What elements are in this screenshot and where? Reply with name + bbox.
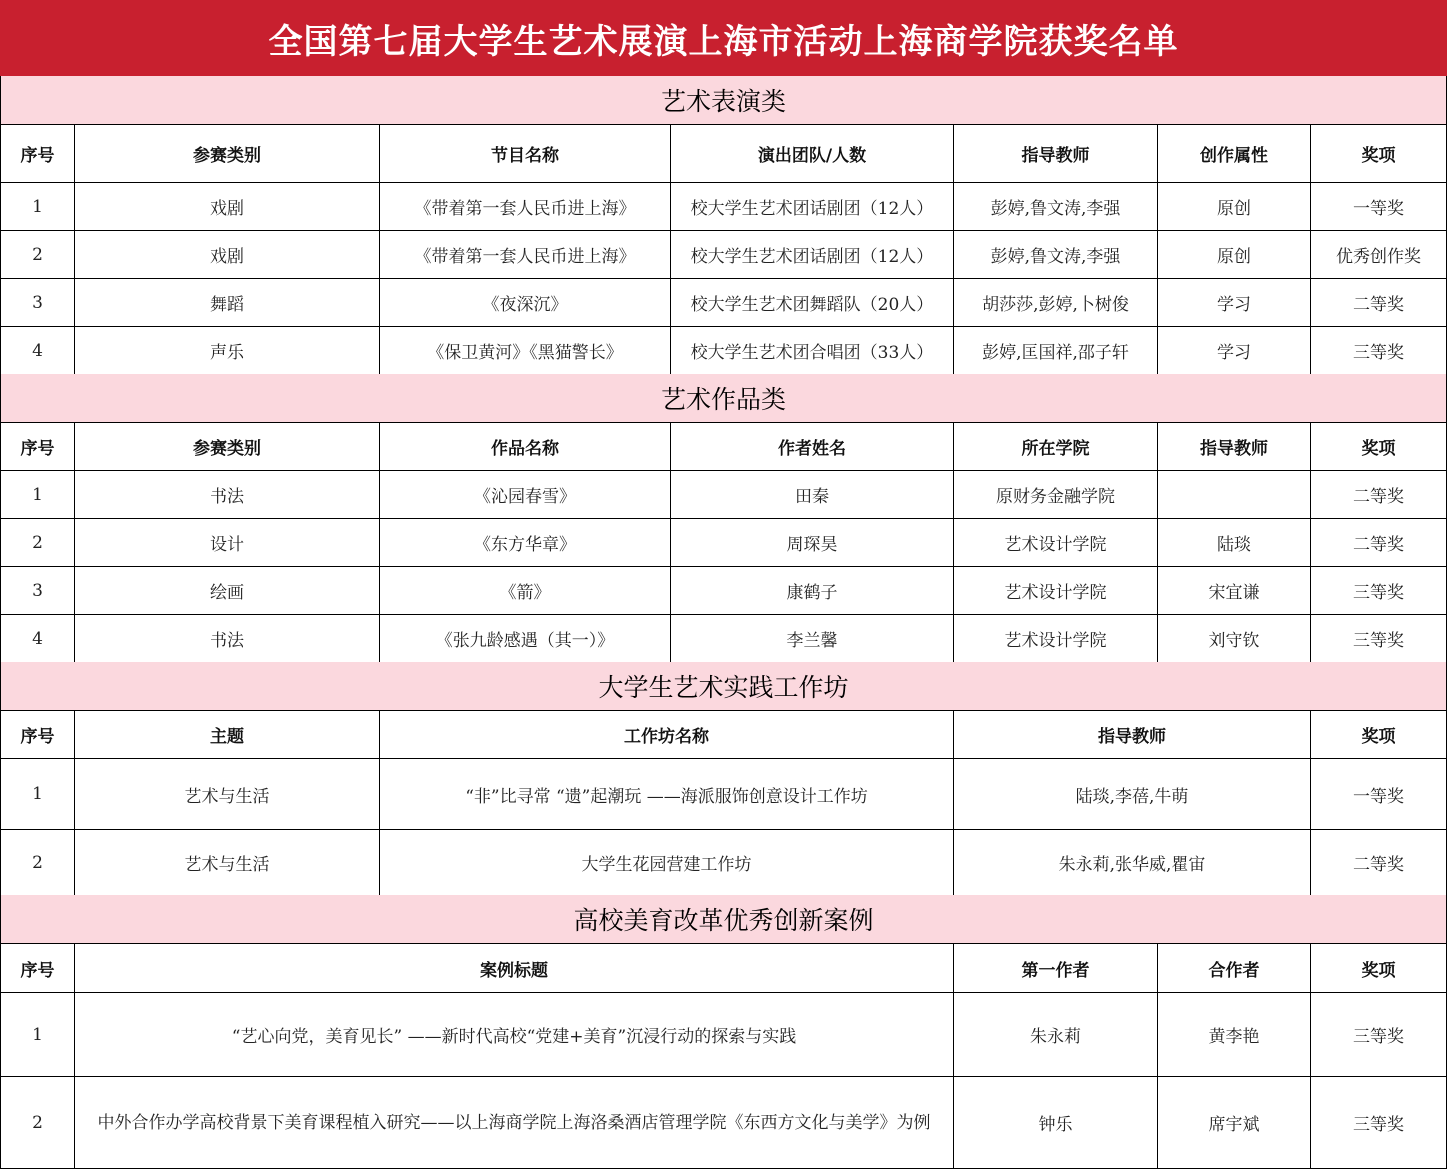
table-cell: 二等奖: [1311, 471, 1447, 519]
table-row: [1, 993, 1447, 1077]
table-row: [1, 519, 1447, 567]
table-cell: [1158, 471, 1311, 519]
header-cell: 合作者: [1158, 944, 1311, 993]
table-cell: “艺心向党，美育见长” ——新时代高校“党建+美育”沉浸行动的探索与实践: [75, 993, 954, 1077]
section-heading-artworks: 艺术作品类: [0, 374, 1447, 422]
table-cell: 《带着第一套人民币进上海》: [380, 183, 671, 231]
table-cell: 大学生花园营建工作坊: [380, 830, 954, 896]
header-cell: 所在学院: [954, 423, 1158, 471]
table-cell: 彭婷,鲁文涛,李强: [954, 183, 1158, 231]
header-cell: 主题: [75, 711, 380, 759]
table-row: [1, 1077, 1447, 1169]
table-row: [1, 327, 1447, 375]
table-row: [1, 471, 1447, 519]
table-header-row: [1, 423, 1447, 471]
header-cell: 序号: [1, 423, 75, 471]
table-cell: 三等奖: [1311, 1077, 1447, 1169]
table-header-row: [1, 711, 1447, 759]
table-cell: 3: [1, 567, 75, 615]
table-row: [1, 615, 1447, 663]
header-cell: 演出团队/人数: [671, 125, 954, 183]
table-cell: 陆琰: [1158, 519, 1311, 567]
header-cell: 案例标题: [75, 944, 954, 993]
table-cell: 戏剧: [75, 183, 380, 231]
table-cell: 《保卫黄河》《黑猫警长》: [380, 327, 671, 375]
table-row: [1, 231, 1447, 279]
table-cell: 三等奖: [1311, 567, 1447, 615]
table-cell: 《夜深沉》: [380, 279, 671, 327]
table-cell: 《东方华章》: [380, 519, 671, 567]
table-row: [1, 759, 1447, 830]
table-cell: 声乐: [75, 327, 380, 375]
header-cell: 指导教师: [954, 125, 1158, 183]
header-cell: 奖项: [1311, 944, 1447, 993]
section-heading-performance: 艺术表演类: [0, 76, 1447, 124]
header-cell: 序号: [1, 711, 75, 759]
header-cell: 节目名称: [380, 125, 671, 183]
table-cell: 校大学生艺术团话剧团（12人）: [671, 231, 954, 279]
table-cell: 1: [1, 471, 75, 519]
table-row: [1, 183, 1447, 231]
table-cell: 彭婷,鲁文涛,李强: [954, 231, 1158, 279]
header-cell: 序号: [1, 125, 75, 183]
table-cell: 朱永莉,张华威,瞿宙: [954, 830, 1311, 896]
header-cell: 序号: [1, 944, 75, 993]
table-cell: 康鹤子: [671, 567, 954, 615]
table-cell: 《张九龄感遇（其一）》: [380, 615, 671, 663]
table-cell: 3: [1, 279, 75, 327]
table-cell: 原创: [1158, 231, 1311, 279]
table-cell: 一等奖: [1311, 759, 1447, 830]
workshop-table: [0, 710, 1447, 896]
table-cell: 原财务金融学院: [954, 471, 1158, 519]
table-cell: 李兰馨: [671, 615, 954, 663]
table-header-row: [1, 944, 1447, 993]
table-cell: 戏剧: [75, 231, 380, 279]
performance-table: [0, 124, 1447, 375]
table-cell: 黄李艳: [1158, 993, 1311, 1077]
table-cell: 二等奖: [1311, 519, 1447, 567]
table-cell: 艺术与生活: [75, 830, 380, 896]
table-row: [1, 830, 1447, 896]
table-cell: 田秦: [671, 471, 954, 519]
table-cell: 彭婷,匡国祥,邵子轩: [954, 327, 1158, 375]
table-cell: 舞蹈: [75, 279, 380, 327]
table-row: [1, 567, 1447, 615]
cases-table: [0, 943, 1447, 1169]
table-cell: 三等奖: [1311, 327, 1447, 375]
header-cell: 奖项: [1311, 125, 1447, 183]
table-cell: 三等奖: [1311, 993, 1447, 1077]
table-cell: 三等奖: [1311, 615, 1447, 663]
table-cell: 设计: [75, 519, 380, 567]
table-cell: 2: [1, 830, 75, 896]
table-row: [1, 279, 1447, 327]
table-cell: 2: [1, 1077, 75, 1169]
header-cell: 参赛类别: [75, 423, 380, 471]
table-cell: 书法: [75, 615, 380, 663]
table-header-row: [1, 125, 1447, 183]
table-cell: 《带着第一套人民币进上海》: [380, 231, 671, 279]
table-cell: 钟乐: [954, 1077, 1158, 1169]
table-cell: 宋宜谦: [1158, 567, 1311, 615]
table-cell: 周琛昊: [671, 519, 954, 567]
table-cell: “非”比寻常 “遗”起潮玩 ——海派服饰创意设计工作坊: [380, 759, 954, 830]
section-heading-cases: 高校美育改革优秀创新案例: [0, 895, 1447, 943]
header-cell: 第一作者: [954, 944, 1158, 993]
table-cell: 1: [1, 759, 75, 830]
table-cell: 二等奖: [1311, 830, 1447, 896]
header-cell: 创作属性: [1158, 125, 1311, 183]
table-cell: 2: [1, 519, 75, 567]
header-cell: 作者姓名: [671, 423, 954, 471]
header-cell: 指导教师: [954, 711, 1311, 759]
table-cell: 校大学生艺术团话剧团（12人）: [671, 183, 954, 231]
table-cell: 艺术与生活: [75, 759, 380, 830]
table-cell: 胡莎莎,彭婷,卜树俊: [954, 279, 1158, 327]
header-cell: 作品名称: [380, 423, 671, 471]
table-cell: 二等奖: [1311, 279, 1447, 327]
table-cell: 1: [1, 993, 75, 1077]
table-cell: 《沁园春雪》: [380, 471, 671, 519]
table-cell: 陆琰,李蓓,牛萌: [954, 759, 1311, 830]
table-cell: 艺术设计学院: [954, 519, 1158, 567]
header-cell: 奖项: [1311, 423, 1447, 471]
table-cell: 刘守钦: [1158, 615, 1311, 663]
header-cell: 参赛类别: [75, 125, 380, 183]
table-cell: 艺术设计学院: [954, 567, 1158, 615]
table-cell: 席宇斌: [1158, 1077, 1311, 1169]
section-heading-workshop: 大学生艺术实践工作坊: [0, 662, 1447, 710]
table-cell: 校大学生艺术团合唱团（33人）: [671, 327, 954, 375]
table-cell: 2: [1, 231, 75, 279]
table-cell: 校大学生艺术团舞蹈队（20人）: [671, 279, 954, 327]
table-cell: 4: [1, 327, 75, 375]
table-cell: 朱永莉: [954, 993, 1158, 1077]
table-cell: 学习: [1158, 327, 1311, 375]
table-cell: 中外合作办学高校背景下美育课程植入研究——以上海商学院上海洛桑酒店管理学院《东西方文化与美学》为例: [75, 1077, 954, 1169]
table-cell: 学习: [1158, 279, 1311, 327]
table-cell: 《箭》: [380, 567, 671, 615]
table-cell: 绘画: [75, 567, 380, 615]
table-cell: 优秀创作奖: [1311, 231, 1447, 279]
header-cell: 指导教师: [1158, 423, 1311, 471]
table-cell: 艺术设计学院: [954, 615, 1158, 663]
table-cell: 4: [1, 615, 75, 663]
header-cell: 奖项: [1311, 711, 1447, 759]
page-title: 全国第七届大学生艺术展演上海市活动上海商学院获奖名单: [0, 0, 1447, 76]
table-cell: 1: [1, 183, 75, 231]
table-cell: 书法: [75, 471, 380, 519]
header-cell: 工作坊名称: [380, 711, 954, 759]
table-cell: 一等奖: [1311, 183, 1447, 231]
artworks-table: [0, 422, 1447, 663]
table-cell: 原创: [1158, 183, 1311, 231]
